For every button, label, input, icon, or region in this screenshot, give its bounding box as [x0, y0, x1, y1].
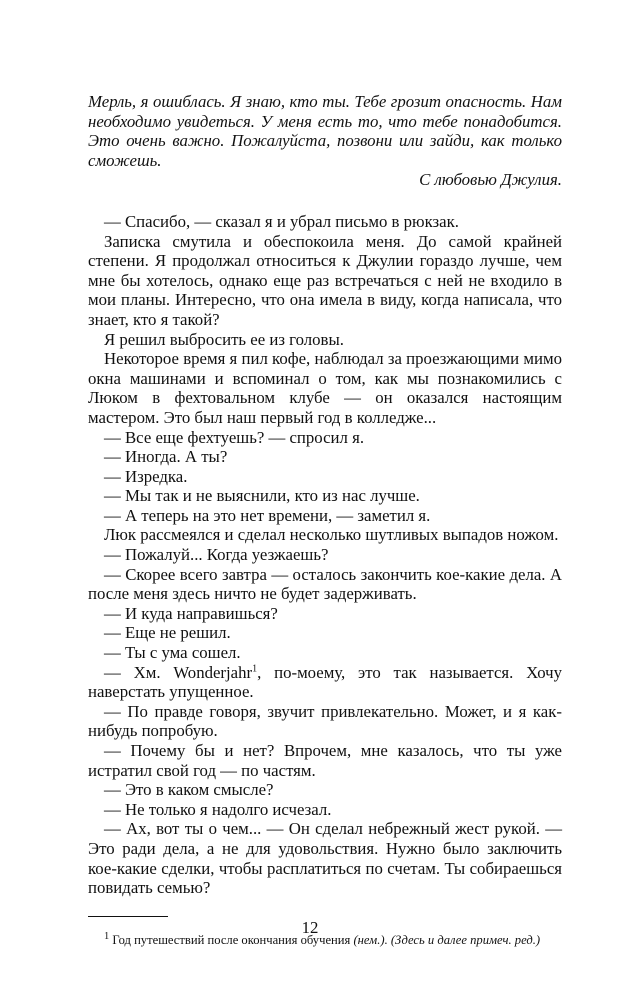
paragraph: — Пожалуй... Когда уезжаешь?	[104, 545, 329, 565]
paragraph: — Еще не решил.	[104, 623, 231, 643]
paragraph: — Скорее всего завтра — осталось закончить кое-какие дела. А после меня здесь ничто не будет задерживать.	[88, 564, 562, 604]
paragraph: Записка смутила и обеспокоила меня. До самой крайней степени. Я продолжал относиться к Джулии гораздо лучше, чем мне бы хотелось, однако еще раз встречаться с ней не входило в мои планы. Интересно, что она имела в виду, когда написала, что знает, кто я такой?	[88, 231, 562, 329]
paragraph: Некоторое время я пил кофе, наблюдал за проезжающими мимо окна машинами и вспоминал о том, как мы познакомились с Люком в фехтовальном клубе — он оказался настоящим мастером. Это был наш первый год в колледже...	[88, 349, 562, 427]
paragraph: Я решил выбросить ее из головы.	[104, 329, 344, 349]
letter-text: Мерль, я ошиблась. Я знаю, кто ты. Тебе грозит опасность. Нам необходимо увидеться. У меня есть то, что тебе понадобится. Это очень важно. Пожалуйста, позвони или зайди, как только сможешь.	[88, 92, 562, 170]
paragraph: — По правде говоря, звучит привлекательно. Может, и я как-нибудь попробую.	[88, 701, 562, 741]
footnote-note: (нем.). (Здесь и далее примеч. ред.)	[353, 932, 541, 947]
paragraph: Люк рассмеялся и сделал несколько шутливых выпадов ножом.	[104, 525, 559, 545]
page-content	[88, 92, 562, 949]
paragraph: — Это в каком смысле?	[104, 780, 274, 800]
paragraph: — И куда направишься?	[104, 603, 278, 623]
paragraph: — Иногда. А ты?	[104, 447, 228, 467]
paragraph: — Ах, вот ты о чем... — Он сделал небрежный жест рукой. — Это ради дела, а не для удовольствия. Нужно было заключить кое-какие сделки, чтобы расплатиться по счетам. Ты собираешься повидать семью?	[88, 819, 562, 898]
paragraph: — Мы так и не выяснили, кто из нас лучше.	[104, 486, 420, 506]
footnote-marker: 1	[104, 930, 110, 942]
page-number: 12	[301, 918, 319, 937]
wonderjahr-text: — Хм. Wonderjahr	[104, 662, 253, 682]
paragraph: — Не только я надолго исчезал.	[104, 799, 332, 819]
paragraph: — А теперь на это нет времени, — заметил я.	[104, 505, 431, 525]
body-text	[88, 212, 562, 898]
paragraph: — Спасибо, — сказал я и убрал письмо в рюкзак.	[104, 211, 459, 231]
footnote-divider	[88, 916, 168, 917]
paragraph-wonderjahr	[88, 663, 562, 702]
footnote-reference[interactable]: 1	[252, 663, 258, 675]
paragraph: — Ты с ума сошел.	[104, 643, 241, 663]
paragraph: — Все еще фехтуешь? — спросил я.	[104, 427, 365, 447]
paragraph: — Изредка.	[104, 466, 188, 486]
wonderjahr-rest: , по-моему, это так называется. Хочу наверстать упущенное.	[88, 662, 562, 702]
footnote-text: Год путешествий после окончания обучения	[112, 932, 351, 947]
paragraph: — Почему бы и нет? Впрочем, мне казалось, что ты уже истратил свой год — по частям.	[88, 741, 562, 780]
letter-signature: С любовью Джулия.	[419, 170, 562, 190]
